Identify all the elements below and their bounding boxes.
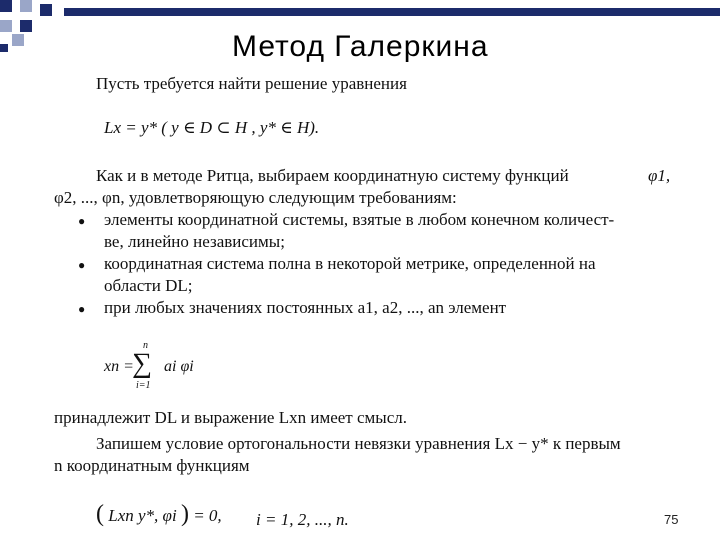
deco-square bbox=[0, 0, 12, 12]
close-paren: ) bbox=[180, 501, 189, 527]
deco-square bbox=[40, 4, 52, 16]
intro-text: Пусть требуется найти решение уравнения bbox=[96, 74, 407, 93]
sum-lower-limit: i=1 bbox=[136, 380, 151, 391]
bullet-dot: ● bbox=[78, 214, 86, 228]
page-title: Метод Галеркина bbox=[232, 30, 489, 63]
open-paren: ( bbox=[96, 501, 104, 527]
deco-square bbox=[0, 20, 12, 32]
bullet-1-line1: элементы координатной системы, взятые в любом конечном количест- bbox=[104, 210, 615, 229]
final-equation-range: i = 1, 2, ..., n. bbox=[256, 510, 349, 529]
sum-formula bbox=[104, 340, 214, 392]
deco-square bbox=[20, 20, 32, 32]
final-equation-rhs: = 0, bbox=[193, 506, 222, 525]
phi1-symbol: φ1, bbox=[648, 166, 671, 185]
equation-main: Lx = y* ( y ∈ D ⊂ H , y* ∈ H). bbox=[104, 118, 320, 137]
bullet-2-line2: области DL; bbox=[104, 276, 193, 295]
deco-square bbox=[12, 34, 24, 46]
page-number: 75 bbox=[664, 512, 679, 527]
sum-lhs: xn = bbox=[104, 358, 134, 375]
sum-summand: ai φi bbox=[164, 358, 194, 375]
bullet-3-line1: при любых значениях постоянных a1, a2, ..., an элемент bbox=[104, 298, 507, 317]
belongs-text: принадлежит DL и выражение Lxn имеет смысл. bbox=[54, 408, 407, 427]
final-equation-lhs: Lxn y*, φi bbox=[108, 506, 177, 525]
bullet-dot: ● bbox=[78, 258, 86, 272]
sum-upper-limit: n bbox=[143, 340, 148, 351]
ortho-text-line2: n координатным функциям bbox=[54, 456, 250, 475]
deco-square bbox=[0, 44, 8, 52]
bullet-2-line1: координатная система полна в некоторой метрике, определенной на bbox=[104, 254, 596, 273]
ortho-text-line1: Запишем условие ортогональности невязки уравнения Lx − y* к первым bbox=[96, 434, 621, 453]
bullet-dot: ● bbox=[78, 302, 86, 316]
sigma-symbol: ∑ bbox=[132, 348, 152, 379]
final-equation bbox=[96, 501, 222, 527]
deco-square bbox=[20, 0, 32, 12]
bullet-1-line2: ве, линейно независимы; bbox=[104, 232, 285, 251]
ritz-text-line2: φ2, ..., φn, удовлетворяющую следующим требованиям: bbox=[54, 188, 457, 207]
title-bar bbox=[64, 8, 720, 16]
ritz-text-line1: Как и в методе Ритца, выбираем координатную систему функций bbox=[96, 166, 569, 185]
